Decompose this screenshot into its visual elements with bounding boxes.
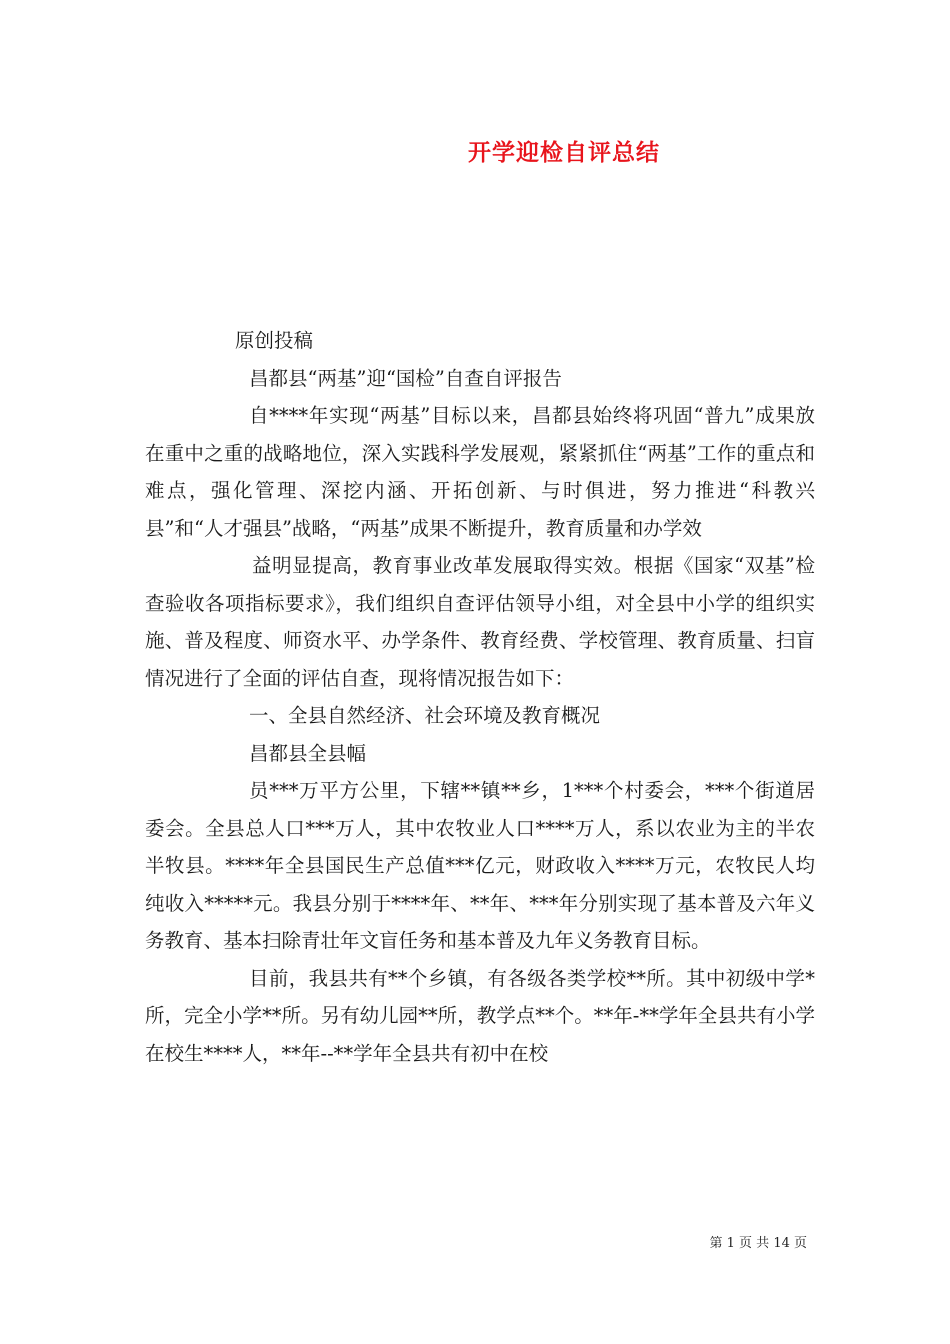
document-title: 开学迎检自评总结 [468, 139, 660, 166]
document-body [145, 322, 815, 1072]
paragraph-source-note: 原创投稿 [235, 329, 314, 352]
page-number: 第 1 页 共 14 页 [709, 1236, 807, 1251]
paragraph-evaluation: 益明显提高，教育事业改革发展取得实效。根据《国家“双基”检查验收各项指标要求》，我们组织自查评估领导小组，对全县中小学的组织实施、普及程度、师资水平、办学条件、教育经费、学校管理、教育质量、扫盲情况进行了全面的评估自查，现将情况报告如下： [145, 554, 815, 690]
paragraph-intro: 自****年实现“两基”目标以来，昌都县始终将巩固“普九”成果放在重中之重的战略地位，深入实践科学发展观，紧紧抓住“两基”工作的重点和难点，强化管理、深挖内涵、开拓创新、与时俱进，努力推进“科教兴县”和“人才强县”战略，“两基”成果不断提升，教育质量和办学效 [145, 404, 815, 540]
paragraph-report-heading: 昌都县“两基”迎“国检”自查自评报告 [249, 366, 562, 390]
section-heading-overview: 一、全县自然经济、社会环境及教育概况 [249, 704, 601, 727]
paragraph-county-stats: 员***万平方公里，下辖**镇**乡，1***个村委会，***个街道居委会。全县总人口***万人，其中农牧业人口****万人，系以农业为主的半农半牧县。****年全县国民生产总值***亿元，财政收入****万元，农牧民人均纯收入*****元。我县分别于****年、**年、***年分别实现了基本普及六年义务教育、基本扫除青壮年文盲任务和基本普及九年义务教育目标。 [145, 779, 815, 952]
paragraph-county-area-start: 昌都县全县幅 [249, 741, 367, 765]
paragraph-schools: 目前，我县共有**个乡镇，有各级各类学校**所。其中初级中学*所，完全小学**所。另有幼儿园**所，教学点**个。**年-**学年全县共有小学在校生****人，**年--**学年全县共有初中在校 [145, 966, 815, 1065]
